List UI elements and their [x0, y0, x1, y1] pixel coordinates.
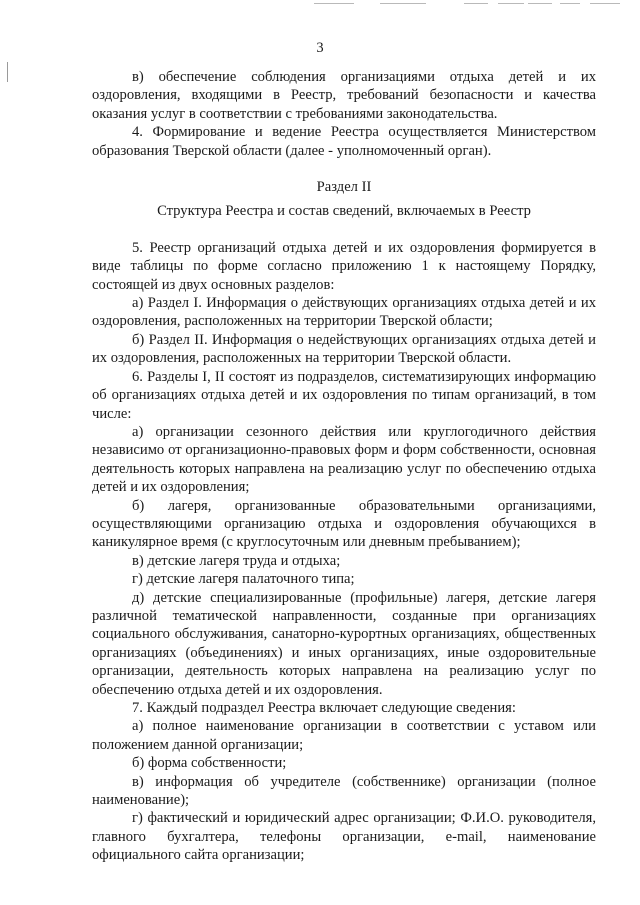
scan-header-marks	[0, 0, 640, 12]
list-item: а) организации сезонного действия или круглогодичного действия независимо от организационно-правовых форм и форм собственности, основная деятельность которых направлена на реализацию услуг по обеспечению отдыха детей и их оздоровления;	[92, 423, 596, 496]
list-item: д) детские специализированные (профильные) лагеря, детские лагеря различной тематической направленности, созданные при организациях социального обслуживания, санаторно-курортных организациях, общественных организациях (объединениях) и иных организациях, иные оздоровительные организации, деятельность которых направлена на реализацию услуг по обеспечению отдыха детей и их оздоровления.	[92, 589, 596, 698]
list-item: б) форма собственности;	[132, 755, 287, 772]
list-item: в) детские лагеря труда и отдыха;	[132, 552, 341, 569]
paragraph: 7. Каждый подраздел Реестра включает следующие сведения:	[132, 700, 516, 716]
section-number: Раздел II	[316, 179, 372, 196]
list-item: в) информация об учредителе (собственнике) организации (полное наименование);	[92, 773, 596, 809]
page-number: 3	[316, 40, 324, 56]
list-item: г) фактический и юридический адрес организации; Ф.И.О. руководителя, главного бухгалтера, телефоны организации, e-mail, наименование официального сайта организации;	[92, 810, 596, 864]
list-item: б) Раздел II. Информация о недействующих организациях отдыха детей и их оздоровления, расположенных на территории Тверской области.	[92, 331, 596, 367]
section-title: Структура Реестра и состав сведений, включаемых в Реестр	[157, 203, 531, 220]
list-item: б) лагеря, организованные образовательными организациями, осуществляющими организацию отдыха и оздоровления обучающихся в каникулярное время (с круглосуточным или дневным пребыванием);	[92, 497, 596, 551]
list-item: г) детские лагеря палаточного типа;	[132, 571, 355, 588]
paragraph: 6. Разделы I, II состоят из подразделов, систематизирующих информацию об организациях отдыха детей и их оздоровления по типам организаций, в том числе:	[92, 368, 596, 422]
scan-margin-mark	[7, 62, 8, 82]
list-item: а) Раздел I. Информация о действующих организациях отдыха детей и их оздоровления, расположенных на территории Тверской области;	[92, 295, 596, 330]
paragraph: в) обеспечение соблюдения организациями отдыха детей и их оздоровления, входящими в Реестр, требований безопасности и качества оказания услуг в соответствии с требованиями законодательства.	[92, 69, 596, 122]
list-item: а) полное наименование организации в соответствии с уставом или положением данной организации;	[92, 718, 596, 753]
document-body	[92, 68, 596, 865]
paragraph: 4. Формирование и ведение Реестра осуществляется Министерством образования Тверской области (далее - уполномоченный орган).	[92, 124, 596, 159]
paragraph: 5. Реестр организаций отдыха детей и их оздоровления формируется в виде таблицы по форме согласно приложению 1 к настоящему Порядку, состоящей из двух основных разделов:	[92, 239, 596, 293]
